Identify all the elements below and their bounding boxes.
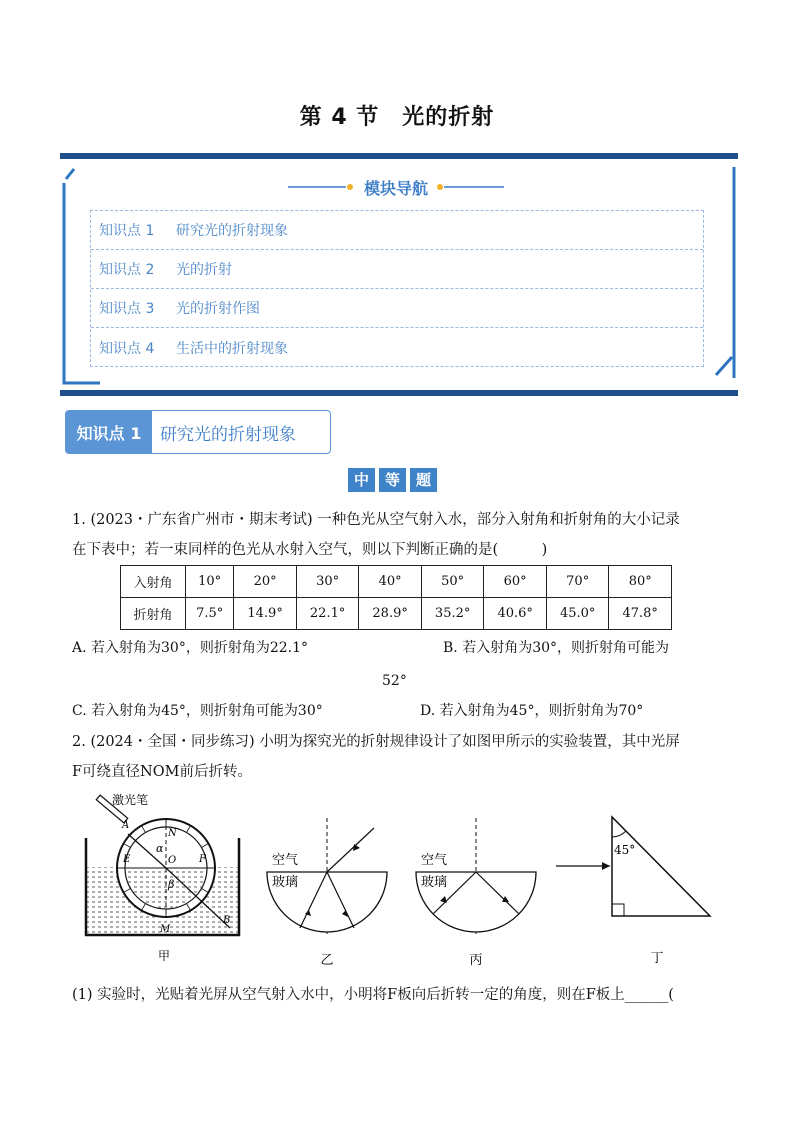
figure-yi bbox=[262, 818, 392, 970]
section-header bbox=[65, 410, 331, 454]
label-laser: 激光笔 bbox=[112, 793, 149, 807]
table-cell: 60° bbox=[484, 566, 547, 598]
label-glass: 玻璃 bbox=[421, 875, 448, 890]
table-cell: 40.6° bbox=[484, 598, 547, 630]
table-cell: 70° bbox=[546, 566, 609, 598]
table-cell: 7.5° bbox=[186, 598, 234, 630]
q2-line2: F可绕直径NOM前后折转。 bbox=[72, 764, 252, 780]
label-air: 空气 bbox=[421, 853, 448, 868]
figure-ding bbox=[552, 812, 717, 970]
q1-line1: 1. (2023・广东省广州市・期末考试) 一种色光从空气射入水，部分入射角和折射角的大小记录 bbox=[72, 512, 680, 528]
label-A: A bbox=[122, 820, 130, 831]
table-cell: 30° bbox=[296, 566, 359, 598]
page-title: 第 4 节 光的折射 bbox=[299, 105, 495, 130]
caption-jia: 甲 bbox=[157, 949, 171, 963]
table-cell: 折射角 bbox=[121, 598, 186, 630]
nav-item-kp: 知识点 4 bbox=[99, 340, 155, 357]
section-tag: 知识点 1 bbox=[66, 411, 152, 453]
figure-bing bbox=[411, 818, 541, 970]
frame-top-bar bbox=[60, 153, 738, 159]
table-cell: 10° bbox=[186, 566, 234, 598]
right-triangle-prism bbox=[612, 817, 710, 916]
label-M: M bbox=[160, 924, 171, 935]
table-cell: 40° bbox=[359, 566, 422, 598]
caption-ding: 丁 bbox=[650, 951, 664, 966]
table-cell: 入射角 bbox=[121, 566, 186, 598]
nav-item-kp: 知识点 2 bbox=[99, 262, 155, 278]
table-cell: 20° bbox=[234, 566, 297, 598]
table-cell: 28.9° bbox=[359, 598, 422, 630]
table-cell: 47.8° bbox=[609, 598, 672, 630]
q1-option-b[interactable]: B. 若入射角为30°，则折射角可能为 bbox=[443, 640, 670, 656]
label-B: B bbox=[223, 915, 231, 926]
nav-item-label: 研究光的折射现象 bbox=[176, 223, 288, 239]
difficulty-badge bbox=[348, 468, 437, 492]
nav-item[interactable] bbox=[91, 211, 703, 250]
module-nav-heading: 模块导航 bbox=[363, 179, 428, 198]
label-alpha: α bbox=[156, 842, 164, 855]
label-air: 空气 bbox=[272, 853, 299, 868]
label-E: E bbox=[123, 854, 131, 865]
q1-option-d[interactable]: D. 若入射角为45°，则折射角为70° bbox=[420, 703, 644, 719]
label-beta: β bbox=[168, 878, 175, 891]
label-F: F bbox=[199, 854, 206, 865]
table-row bbox=[121, 598, 672, 630]
table-cell: 14.9° bbox=[234, 598, 297, 630]
table-cell: 35.2° bbox=[421, 598, 484, 630]
label-N: N bbox=[168, 828, 177, 839]
difficulty-char: 中 bbox=[348, 468, 375, 492]
q2-subquestion-1: (1) 实验时，光贴着光屏从空气射入水中，小明将F板向后折转一定的角度，则在F板上______( bbox=[72, 987, 674, 1003]
label-45: 45° bbox=[614, 843, 636, 857]
difficulty-char: 题 bbox=[410, 468, 437, 492]
caption-bing: 丙 bbox=[469, 953, 483, 968]
q1-option-c[interactable]: C. 若入射角为45°，则折射角可能为30° bbox=[72, 703, 323, 719]
caption-yi: 乙 bbox=[320, 953, 334, 968]
difficulty-char: 等 bbox=[379, 468, 406, 492]
nav-item-kp: 知识点 1 bbox=[99, 223, 155, 239]
ray-out bbox=[327, 828, 374, 872]
q1-line2: 在下表中；若一束同样的色光从水射入空气，则以下判断正确的是( ) bbox=[72, 542, 548, 558]
table-cell: 45.0° bbox=[546, 598, 609, 630]
label-glass: 玻璃 bbox=[272, 875, 299, 890]
table-cell: 80° bbox=[609, 566, 672, 598]
module-nav-list bbox=[90, 210, 704, 367]
table-cell: 22.1° bbox=[296, 598, 359, 630]
nav-item-label: 生活中的折射现象 bbox=[176, 340, 288, 357]
q1-option-a[interactable]: A. 若入射角为30°，则折射角为22.1° bbox=[72, 640, 308, 656]
section-title: 研究光的折射现象 bbox=[160, 424, 296, 445]
figure-jia bbox=[80, 790, 250, 965]
arrow-icon bbox=[602, 862, 610, 870]
table-cell: 50° bbox=[421, 566, 484, 598]
table-row bbox=[121, 566, 672, 598]
nav-item-kp: 知识点 3 bbox=[99, 301, 155, 317]
label-O: O bbox=[168, 855, 177, 866]
nav-item[interactable] bbox=[91, 328, 703, 367]
nav-item[interactable] bbox=[91, 289, 703, 328]
nav-item-label: 光的折射作图 bbox=[176, 301, 260, 317]
q1-data-table bbox=[120, 565, 672, 630]
q2-line1: 2. (2024・全国・同步练习) 小明为探究光的折射规律设计了如图甲所示的实验装置，其中光屏 bbox=[72, 734, 680, 750]
q1-option-b-cont: 52° bbox=[382, 673, 407, 689]
nav-item[interactable] bbox=[91, 250, 703, 289]
nav-item-label: 光的折射 bbox=[176, 262, 232, 278]
frame-bottom-bar bbox=[60, 390, 738, 396]
